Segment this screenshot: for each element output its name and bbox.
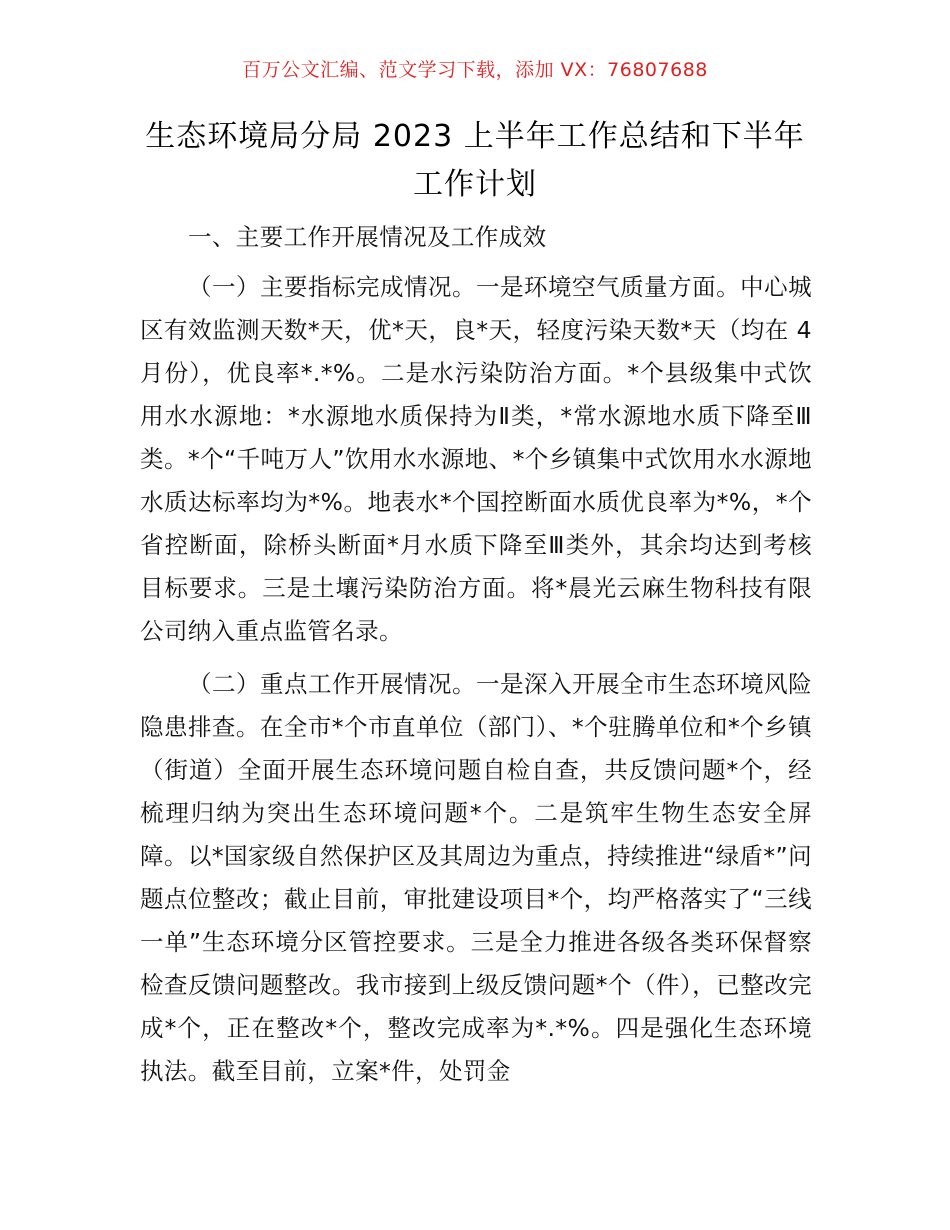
section-heading: 一、主要工作开展情况及工作成效 — [188, 223, 547, 251]
paragraph-main-indicators: （一）主要指标完成情况。一是环境空气质量方面。中心城区有效监测天数*天，优*天，良*天，轻度污染天数*天（均在 4 月份），优良率*.*%。二是水污染防治方面。*个县级集中式饮用水水源地：*水源地水质保持为Ⅱ类，*常水源地水质下降至Ⅲ类。*个“千吨万人”饮用水水源地、*个乡镇集中式饮用水水源地水质达标率均为*%。地表水*个国控断面水质优良率为*%，*个省控断面，除桥头断面*月水质下降至Ⅲ类外，其余均达到考核目标要求。三是土壤污染防治方面。将*晨光云麻生物科技有限公司纳入重点监管名录。 — [140, 273, 812, 645]
document-title: 生态环境局分局 2023 上半年工作总结和下半年工作计划 — [145, 119, 805, 202]
paragraph-key-work: （二）重点工作开展情况。一是深入开展全市生态环境风险隐患排查。在全市*个市直单位（部门）、*个驻腾单位和*个乡镇（街道）全面开展生态环境问题自检自查，共反馈问题*个，经梳理归纳为突出生态环境问题*个。二是筑牢生物生态安全屏障。以*国家级自然保护区及其周边为重点，持续推进“绿盾*”问题点位整改；截止目前，审批建设项目*个，均严格落实了“三线一单”生态环境分区管控要求。三是全力推进各级各类环保督察检查反馈问题整改。我市接到上级反馈问题*个（件），已整改完成*个，正在整改*个，整改完成率为*.*%。四是强化生态环境执法。截至目前，立案*件，处罚金 — [140, 670, 812, 1085]
watermark-banner: 百万公文汇编、范文学习下载，添加 VX：76807688 — [242, 59, 708, 81]
